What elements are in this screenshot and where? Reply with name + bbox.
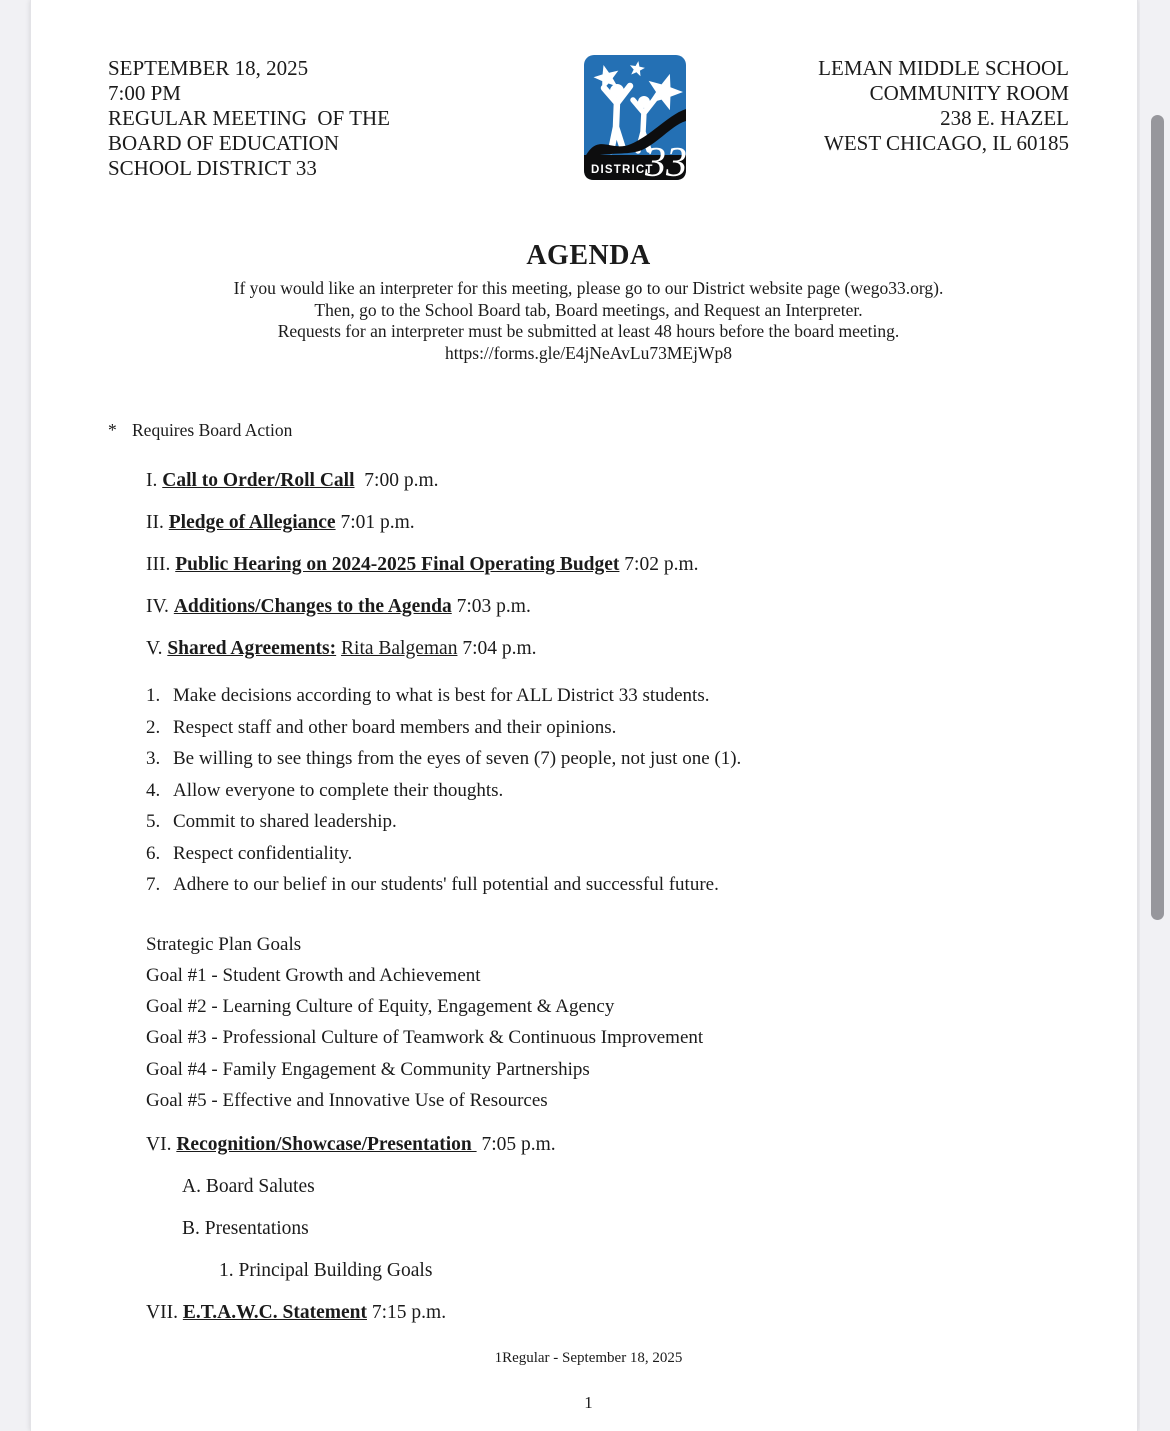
list-item-number: 6. — [146, 842, 161, 864]
item-time: 7:15 p.m. — [367, 1302, 447, 1324]
interpreter-form-link[interactable]: https://forms.gle/E4jNeAvLu73MEjWp8 — [445, 342, 732, 363]
list-item-number: 1. — [146, 685, 161, 706]
list-item-text: Allow everyone to complete their thoughts. — [173, 779, 504, 801]
document-page — [30, 0, 1138, 1431]
list-item-number: 4. — [146, 779, 161, 801]
list-item-number: 3. — [146, 748, 161, 769]
room-name: COMMUNITY ROOM — [869, 81, 1069, 105]
goal-line: Goal #1 - Student Growth and Achievement — [146, 964, 481, 986]
list-item — [146, 806, 1069, 838]
goals-heading: Strategic Plan Goals — [146, 933, 302, 955]
list-item — [146, 775, 1069, 807]
agenda-item-etawc-statement — [108, 1302, 1069, 1323]
sub-item-board-salutes: A. Board Salutes — [182, 1176, 315, 1198]
document-reference: 1Regular - September 18, 2025 — [494, 1350, 683, 1367]
meeting-type-line2: BOARD OF EDUCATION — [108, 131, 340, 155]
requires-board-action-note — [108, 420, 292, 441]
list-item-text: Commit to shared leadership. — [173, 811, 397, 832]
item-numeral: IV. — [146, 596, 169, 617]
street-address: 238 E. HAZEL — [940, 106, 1069, 130]
item-numeral: III. — [146, 554, 171, 575]
item-numeral: I. — [146, 470, 158, 491]
agenda-item-shared-agreements — [108, 638, 1069, 659]
meeting-time: 7:00 PM — [108, 81, 181, 105]
page-number: 1 — [584, 1393, 593, 1413]
list-item-text: Respect staff and other board members and their opinions. — [173, 716, 617, 738]
item-title: Pledge of Allegiance — [168, 512, 336, 533]
item-time: 7:01 p.m. — [335, 512, 415, 533]
list-item — [146, 743, 1069, 775]
goal-line: Goal #5 - Effective and Innovative Use of Resources — [146, 1089, 548, 1111]
list-item-number: 2. — [146, 716, 161, 738]
sub-item-principal-building-goals: 1. Principal Building Goals — [219, 1260, 433, 1282]
interpreter-notice-line: Then, go to the School Board tab, Board meetings, and Request an Interpreter. — [314, 299, 863, 320]
meeting-type-line1: REGULAR MEETING OF THE — [108, 106, 390, 130]
goal-line: Goal #4 - Family Engagement & Community Partnerships — [146, 1058, 590, 1080]
scrollbar-thumb[interactable] — [1151, 115, 1164, 920]
school-name: LEMAN MIDDLE SCHOOL — [818, 56, 1069, 80]
list-item — [146, 712, 1069, 744]
district-name: SCHOOL DISTRICT 33 — [108, 156, 317, 180]
agenda-body — [108, 470, 1069, 1413]
meeting-date: SEPTEMBER 18, 2025 — [108, 56, 309, 80]
list-item-number: 5. — [146, 811, 161, 832]
requires-board-action-text: Requires Board Action — [132, 420, 293, 440]
item-title: Shared Agreements: — [167, 638, 337, 659]
list-item-text: Respect confidentiality. — [173, 842, 353, 864]
list-item-number: 7. — [146, 874, 161, 895]
goal-line: Goal #3 - Professional Culture of Teamwork & Continuous Improvement — [146, 1027, 704, 1049]
goal-line: Goal #2 - Learning Culture of Equity, Engagement & Agency — [146, 996, 615, 1018]
location-info-block — [818, 56, 1069, 156]
item-numeral: VII. — [146, 1302, 178, 1324]
city-state-zip: WEST CHICAGO, IL 60185 — [824, 131, 1069, 155]
agenda-title-block — [108, 240, 1069, 364]
list-item — [146, 680, 1069, 712]
asterisk-marker: * — [108, 420, 117, 440]
agenda-item-additions-changes — [108, 596, 1069, 617]
agenda-item-call-to-order — [108, 470, 1069, 491]
district-33-logo — [584, 55, 686, 180]
strategic-plan-goals — [108, 929, 1069, 1117]
item-time: 7:00 p.m. — [354, 470, 439, 491]
item-title: Recognition/Showcase/Presentation — [176, 1134, 477, 1156]
scrollbar-track[interactable] — [1140, 0, 1170, 1431]
interpreter-notice-line: If you would like an interpreter for this meeting, please go to our District website page (wego33.org). — [233, 278, 944, 298]
list-item-text: Make decisions according to what is best for ALL District 33 students. — [173, 685, 710, 706]
district-33-logo-svg — [584, 55, 686, 180]
meeting-info-block — [108, 56, 390, 181]
logo-district-number: 33 — [645, 140, 686, 180]
list-item-text: Be willing to see things from the eyes of seven (7) people, not just one (1). — [173, 748, 742, 769]
logo-district-word: DISTRICT — [591, 164, 654, 176]
list-item-text: Adhere to our belief in our students' full potential and successful future. — [173, 874, 719, 895]
page-title: AGENDA — [526, 240, 651, 271]
agenda-item-pledge — [108, 512, 1069, 533]
item-numeral: II. — [146, 512, 164, 533]
item-title: Additions/Changes to the Agenda — [173, 596, 452, 617]
agenda-item-recognition — [108, 1134, 1069, 1155]
list-item — [146, 869, 1069, 901]
interpreter-notice-line: Requests for an interpreter must be submitted at least 48 hours before the board meeting. — [277, 321, 900, 341]
item-title: Public Hearing on 2024-2025 Final Operating Budget — [175, 554, 620, 575]
agenda-item-public-hearing — [108, 554, 1069, 575]
item-title: Call to Order/Roll Call — [162, 470, 355, 491]
item-time: 7:02 p.m. — [619, 554, 699, 575]
shared-agreements-list — [108, 680, 1069, 901]
item-time: 7:04 p.m. — [457, 638, 537, 659]
item-numeral: V. — [146, 638, 163, 659]
list-item — [146, 838, 1069, 870]
item-title: E.T.A.W.C. Statement — [182, 1302, 367, 1324]
item-numeral: VI. — [146, 1134, 172, 1156]
item-time: 7:03 p.m. — [451, 596, 531, 617]
sub-item-presentations: B. Presentations — [182, 1218, 309, 1240]
item-time: 7:05 p.m. — [476, 1134, 556, 1156]
item-speaker: Rita Balgeman — [341, 638, 458, 659]
